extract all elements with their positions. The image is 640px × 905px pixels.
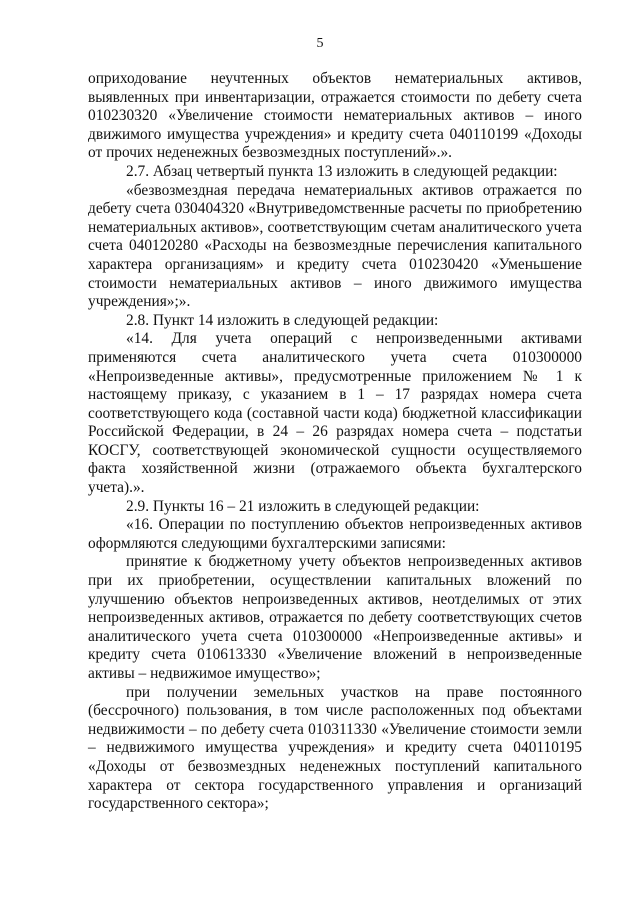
paragraph-intangible-assets-inventory: оприходование неучтенных объектов нематериальных активов, выявленных при инвентаризации, отражается стоимости по дебету счета 010230320 «Увеличение стоимости нематериальных активов – иного движимого имущества учреждения» и кредиту счета 040110199 «Доходы от прочих неденежных безвозмездных поступлений».». (88, 70, 582, 162)
paragraph-acceptance-non-produced-assets: принятие к бюджетному учету объектов непроизведенных активов при их приобретении, осуществлении капитальных вложений по улучшению объектов непроизведенных активов, неотделимых от этих непроизведенных активов, отражается по дебету соответствующих счетов аналитического учета счета 010300000 «Непроизведенные активы» и кредиту счета 010613330 «Увеличение вложений в непроизведенные активы – недвижимое имущество»; (88, 553, 582, 682)
paragraph-item-2-7: 2.7. Абзац четвертый пункта 13 изложить в следующей редакции: (126, 162, 558, 180)
paragraph-land-plots: при получении земельных участков на праве постоянного (бессрочного) пользования, в том числе расположенных под объектами недвижимости – по дебету счета 010311330 «Увеличение стоимости земли – недвижимого имущества учреждения» и кредиту счета 040110195 «Доходы от безвозмездных неденежных поступлений капитального характера от сектора государственного управления и организаций государственного сектора»; (88, 683, 582, 813)
page-number: 5 (316, 36, 324, 51)
paragraph-item-2-8: 2.8. Пункт 14 изложить в следующей редакции: (126, 311, 439, 329)
paragraph-clause-16: «16. Операции по поступлению объектов непроизведенных активов оформляются следующими бухгалтерскими записями: (88, 516, 582, 552)
paragraph-clause-14: «14. Для учета операций с непроизведенными активами применяются счета аналитического учета счета 010300000 «Непроизведенные активы», предусмотренные приложением № 1 к настоящему приказу, с указанием в 1 – 17 разрядах номера счета соответствующего кода (составной части кода) бюджетной классификации Российской Федерации, в 24 – 26 разрядах номера счета – подстатьи КОСГУ, соответствующей экономической сущности осуществляемого факта хозяйственной жизни (отражаемого объекта бухгалтерского учета).». (88, 330, 582, 497)
paragraph-free-transfer-intangible-assets: «безвозмездная передача нематериальных активов отражается по дебету счета 030404320 «Внутриведомственные расчеты по приобретению нематериальных активов», соответствующим счетам аналитического учета счета 040120280 «Расходы на безвозмездные перечисления капитального характера организациям» и кредиту счета 010230420 «Уменьшение стоимости нематериальных активов – иного движимого имущества учреждения»;». (88, 181, 582, 311)
paragraph-item-2-9: 2.9. Пункты 16 – 21 изложить в следующей редакции: (126, 497, 480, 515)
document-body (88, 70, 582, 814)
